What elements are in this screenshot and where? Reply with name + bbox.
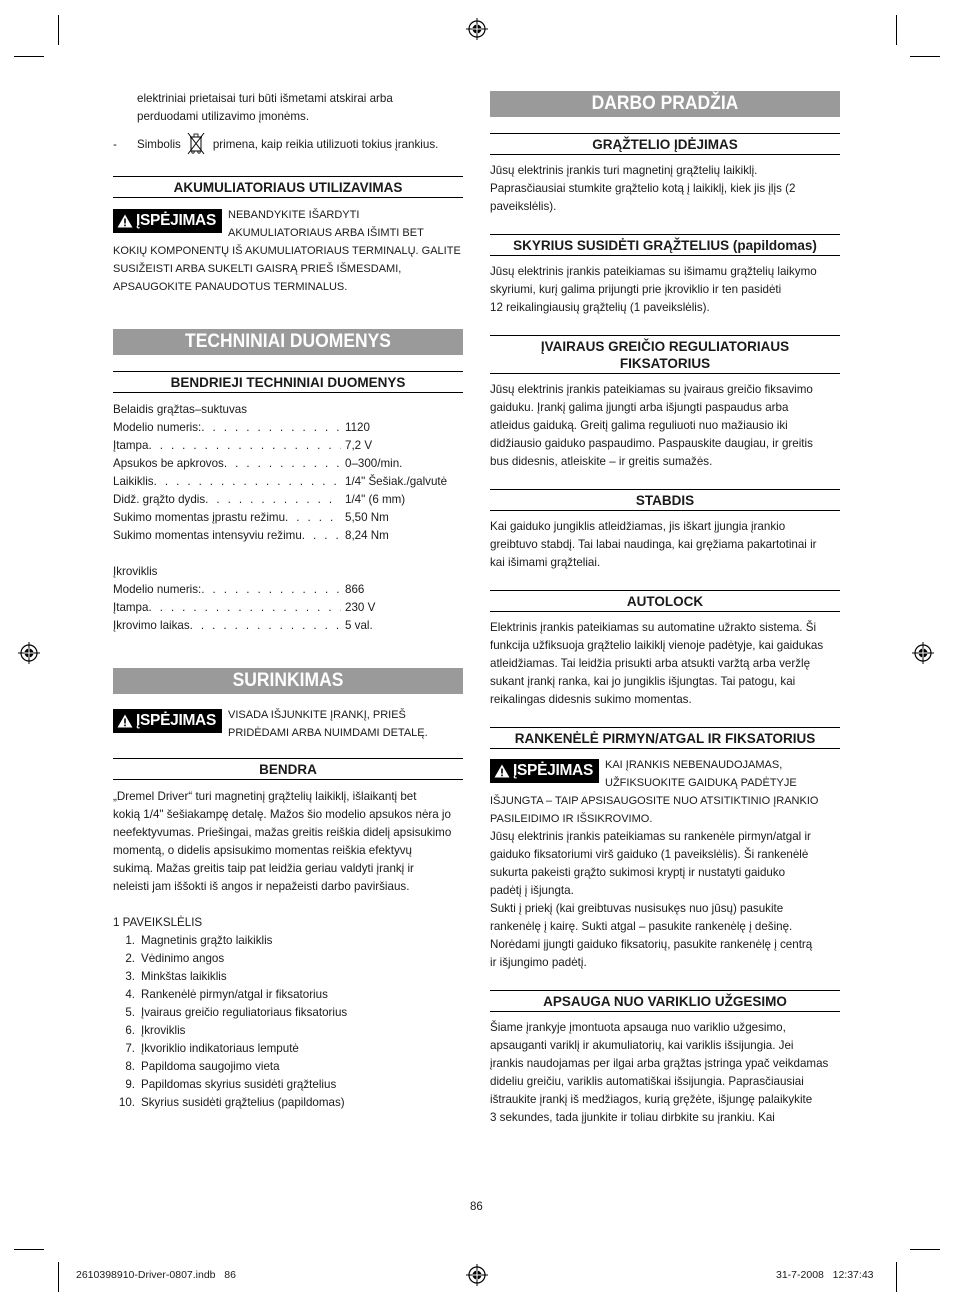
handle-text <box>490 828 840 972</box>
bit-storage-heading: SKYRIUS SUSIDĖTI GRĄŽTELIUS (papildomas) <box>490 234 840 256</box>
list-item <box>113 1076 463 1094</box>
spec-leader-dots <box>285 509 341 527</box>
list-item <box>113 1040 463 1058</box>
parts-list <box>113 932 463 1112</box>
list-item <box>113 1022 463 1040</box>
text-line: padėtį į išjungta. <box>490 884 574 897</box>
text-line: „Dremel Driver“ turi magnetinį grąžtelių laikiklį, išlaikantį bet <box>113 790 417 803</box>
list-item-number: 8. <box>125 1060 135 1073</box>
spec-row <box>113 509 463 527</box>
speed-heading-line: FIKSATORIUS <box>619 356 711 371</box>
general-tech-heading: BENDRIEJI TECHNINIAI DUOMENYS <box>113 371 463 393</box>
warning-triangle-icon <box>494 764 510 778</box>
spec-value: 1/4" Šešiak./galvutė <box>345 475 448 488</box>
list-item-number: 6. <box>125 1024 135 1037</box>
warning-label: ĮSPĖJIMAS <box>513 762 593 779</box>
list-item-text: Įvairaus greičio reguliatoriaus fiksatorius <box>141 1006 348 1019</box>
bullet-dash: - <box>113 138 117 151</box>
general-text <box>113 788 463 896</box>
left-column <box>113 90 463 1112</box>
text-line: atleidus gaiduką. Greitį galima reguliuoti nuo mažiausio iki <box>490 419 788 432</box>
warning-label: ĮSPĖJIMAS <box>136 712 216 729</box>
list-item-text: Įkvoriklio indikatoriaus lemputė <box>141 1042 299 1055</box>
getting-started-band: DARBO PRADŽIA <box>504 91 826 117</box>
registration-mark-icon <box>18 642 40 664</box>
spec-row <box>113 581 463 599</box>
text-line: Šiame įrankyje įmontuota apsauga nuo variklio užgesimo, <box>490 1021 786 1034</box>
figure-title: 1 PAVEIKSLĖLIS <box>113 916 203 929</box>
tech-data-band: TECHNINIAI DUOMENYS <box>127 329 449 355</box>
tool-specs-list <box>113 419 463 545</box>
spec-leader-dots <box>205 491 341 509</box>
list-item <box>113 932 463 950</box>
general-heading: BENDRA <box>113 758 463 780</box>
list-item-text: Papildoma saugojimo vieta <box>141 1060 280 1073</box>
text-line: įrankis naudojamas per ilgai arba grąžtas įstringa ypač veikdamas <box>490 1057 829 1070</box>
text-line: paveikslėlis). <box>490 200 557 213</box>
text-line: Kai gaiduko jungiklis atleidžiamas, jis iškart įjungia įrankio <box>490 520 786 533</box>
warning-line: AKUMULIATORIAUS ARBA IŠIMTI BET <box>228 227 424 239</box>
text-line: reikalingas didesnis sukimo momentas. <box>490 693 692 706</box>
symbol-before-text: Simbolis <box>137 138 181 151</box>
spec-value: 8,24 Nm <box>345 529 389 542</box>
text-line: ištraukite įrankį iš medžiagos, kurią gręžėte, išjungę palaikykite <box>490 1093 813 1106</box>
crop-mark <box>910 1249 940 1250</box>
brake-heading: STABDIS <box>490 489 840 511</box>
spec-leader-dots <box>224 455 341 473</box>
spec-row <box>113 455 463 473</box>
crop-mark <box>910 56 940 57</box>
registration-mark-icon <box>912 642 934 664</box>
registration-mark-icon <box>466 18 488 40</box>
warning-line: PASILEIDIMO IR IŠSIKROVIMO. <box>490 813 653 825</box>
crop-mark <box>58 15 59 45</box>
warning-line: VISADA IŠJUNKITE ĮRANKĮ, PRIEŠ <box>228 709 406 721</box>
text-line: bus didesnis, atleiskite – ir greitis sumažės. <box>490 455 713 468</box>
spec-row <box>113 527 463 545</box>
crop-mark <box>14 1249 44 1250</box>
crop-mark <box>896 15 897 45</box>
spec-row <box>113 599 463 617</box>
spec-key: Įkrovimo laikas <box>113 619 190 632</box>
battery-disposal-heading: AKUMULIATORIAUS UTILIZAVIMAS <box>113 176 463 198</box>
warning-line: IŠJUNGTA – TAIP APSISAUGOSITE NUO ATSITIKTINIO ĮRANKIO <box>490 795 819 807</box>
text-line: Elektrinis įrankis pateikiamas su automatine užrakto sistema. Ši <box>490 621 817 634</box>
text-line: sukant įrankį ranka, kai jo jungiklis išjungtas. Tai patogu, kai <box>490 675 796 688</box>
spec-leader-dots <box>148 599 341 617</box>
spec-row <box>113 437 463 455</box>
text-line: Sukti į priekį (kai greibtuvas nusisukęs nuo jūsų) pasukite <box>490 902 784 915</box>
list-item-number: 3. <box>125 970 135 983</box>
text-line: apsauganti variklį ir akumuliatorių, kai variklis išsijungia. Jei <box>490 1039 794 1052</box>
list-item-number: 4. <box>125 988 135 1001</box>
spec-leader-dots <box>201 419 341 437</box>
list-item-number: 1. <box>125 934 135 947</box>
spec-value: 7,2 V <box>345 439 373 452</box>
text-line: dideliu greičiu, variklis automatiškai išsijungia. Paprasčiausiai <box>490 1075 804 1088</box>
text-line: gaiduko fiksatoriumi virš gaiduko (1 paveikslėlis). Ši rankenėlė <box>490 848 809 861</box>
text-line: momentą, o didelis apsisukimo momentas reiškia efektyvų <box>113 844 412 857</box>
spec-leader-dots <box>190 617 341 635</box>
right-column <box>490 91 840 1127</box>
crop-mark <box>14 56 44 57</box>
text-line: 3 sekundes, tada įjunkite ir toliau dirbkite su įrankiu. Kai <box>490 1111 775 1124</box>
handle-warning <box>490 756 840 828</box>
charger-specs <box>113 563 463 635</box>
storage-text <box>490 263 840 317</box>
list-item-text: Rankenėlė pirmyn/atgal ir fiksatorius <box>141 988 328 1001</box>
intro-line: perduodami utilizavimo įmonėms. <box>137 110 310 123</box>
spec-leader-dots <box>148 437 341 455</box>
list-item-number: 7. <box>125 1042 135 1055</box>
text-line: ir išjungimo padėtį. <box>490 956 587 969</box>
list-item <box>113 1058 463 1076</box>
list-item-number: 9. <box>125 1078 135 1091</box>
page-number: 86 <box>470 1201 483 1213</box>
list-item-text: Papildomas skyrius susidėti grąžtelius <box>141 1078 337 1091</box>
spec-value: 230 V <box>345 601 376 614</box>
text-line: Jūsų elektrinis įrankis pateikiamas su įvairaus greičio fiksavimo <box>490 383 813 396</box>
spec-row <box>113 491 463 509</box>
list-item-number: 2. <box>125 952 135 965</box>
text-line: funkcija užfiksuoja grąžtelio laikiklį vienoje padėtyje, kai gaidukas <box>490 639 824 652</box>
spec-row <box>113 419 463 437</box>
spec-leader-dots <box>302 527 341 545</box>
tool-specs <box>113 401 463 545</box>
autolock-text <box>490 619 840 709</box>
symbol-line <box>113 132 463 158</box>
handle-heading: RANKENĖLĖ PIRMYN/ATGAL IR FIKSATORIUS <box>490 727 840 749</box>
spec-key: Modelio numeris: <box>113 583 202 596</box>
list-item <box>113 1094 463 1112</box>
spec-leader-dots <box>154 473 341 491</box>
bit-insertion-heading: GRĄŽTELIO ĮDĖJIMAS <box>490 133 840 155</box>
list-item-text: Magnetinis grąžto laikiklis <box>141 934 273 947</box>
list-item-number: 5. <box>125 1006 135 1019</box>
spec-row <box>113 473 463 491</box>
spec-key: Laikiklis <box>113 475 154 488</box>
spec-key: Apsukos be apkrovos <box>113 457 224 470</box>
text-line: Paprasčiausiai stumkite grąžtelio kotą į laikiklį, kiek jis įlįs (2 <box>490 182 796 195</box>
list-item <box>113 1004 463 1022</box>
warning-line: SUSIŽEISTI ARBA SUKELTI GAISRĄ PRIEŠ IŠMESDAMI, <box>113 263 402 275</box>
speed-lock-heading <box>490 335 840 374</box>
stall-protection-heading: APSAUGA NUO VARIKLIO UŽGESIMO <box>490 990 840 1012</box>
text-line: didžiausio gaiduko paspaudimo. Paspauskite daugiau, ir greitis <box>490 437 813 450</box>
text-line: Jūsų elektrinis įrankis pateikiamas su išimamu grąžtelių laikymo <box>490 265 817 278</box>
text-line: atleidžiamas. Tai leidžia prisukti arba atsukti varžtą arba veržlę <box>490 657 811 670</box>
list-item-text: Minkštas laikiklis <box>141 970 227 983</box>
spec-key: Sukimo momentas įprastu režimu <box>113 511 286 524</box>
warning-line: KOKIŲ KOMPONENTŲ IŠ AKUMULIATORIAUS TERMINALŲ. GALITE <box>113 245 461 257</box>
spec-value: 1/4" (6 mm) <box>345 493 406 506</box>
tool-type: Belaidis grąžtas–suktuvas <box>113 403 248 416</box>
warning-line: APSAUGOKITE PANAUDOTUS TERMINALUS. <box>113 281 348 293</box>
charger-title: Įkroviklis <box>113 565 158 578</box>
text-line: neleisti jam iššokti iš angos ir nepažeisti darbo paviršiaus. <box>113 880 410 893</box>
spec-key: Modelio numeris: <box>113 421 202 434</box>
list-item-text: Vėdinimo angos <box>141 952 225 965</box>
spec-key: Sukimo momentas intensyviu režimu <box>113 529 302 542</box>
brake-text <box>490 518 840 572</box>
section-band <box>113 668 463 694</box>
section-band <box>490 91 840 117</box>
symbol-after-text: primena, kaip reikia utilizuoti tokius įrankius. <box>212 138 439 151</box>
text-line: kokią 1/4" šešiakampę detalę. Mažos šio modelio apsukos nėra jo <box>113 808 451 821</box>
text-line: sukimą. Mažas greitis taip pat leidžia geriau valdyti įrankį ir <box>113 862 414 875</box>
registration-mark-icon <box>466 1264 488 1286</box>
speed-heading-line: ĮVAIRAUS GREIČIO REGULIATORIAUS <box>540 339 790 354</box>
spec-key: Didž. grąžto dydis <box>113 493 206 506</box>
spec-value: 5,50 Nm <box>345 511 389 524</box>
spec-value: 866 <box>345 583 365 596</box>
section-band <box>113 329 463 355</box>
text-line: Norėdami įjungti gaiduko fiksatorių, pasukite rankenėlę į centrą <box>490 938 813 951</box>
crop-mark <box>58 1262 59 1292</box>
warning-triangle-icon <box>117 214 133 228</box>
spec-value: 0–300/min. <box>345 457 403 470</box>
text-line: rankenėlę į kairę. Sukti atgal – pasukite rankenėlę į dešinę. <box>490 920 793 933</box>
footer-timestamp: 31-7-2008 12:37:43 <box>776 1269 874 1281</box>
text-line: sukurta pakeisti grąžto sukimosi kryptį ir nustatyti gaiduko <box>490 866 786 879</box>
warning-badge <box>113 209 222 233</box>
spec-key: Įtampa <box>113 439 149 452</box>
list-item <box>113 968 463 986</box>
warning-line: NEBANDYKITE IŠARDYTI <box>228 209 360 221</box>
footer-file-info: 2610398910-Driver-0807.indb 86 <box>76 1269 236 1281</box>
stall-text <box>490 1019 840 1127</box>
list-item-number: 10. <box>118 1096 135 1109</box>
text-line: 12 reikalingiausių grąžtelių (1 paveikslėlis). <box>490 301 710 314</box>
warning-badge <box>113 709 222 733</box>
spec-value: 1120 <box>345 421 370 434</box>
crop-mark <box>896 1262 897 1292</box>
list-item <box>113 950 463 968</box>
speed-text <box>490 381 840 471</box>
text-line: greibtuvo stabdį. Tai labai naudinga, kai gręžiama pakartotinai ir <box>490 538 817 551</box>
warning-line: PRIDĖDAMI ARBA NUIMDAMI DETALĘ. <box>228 727 428 739</box>
assembly-warning <box>113 706 463 742</box>
autolock-heading: AUTOLOCK <box>490 590 840 612</box>
text-line: Jūsų elektrinis įrankis pateikiamas su rankenėle pirmyn/atgal ir <box>490 830 811 843</box>
warning-line: UŽFIKSUOKITE GAIDUKĄ PADĖTYJE <box>605 777 797 789</box>
charger-specs-list <box>113 581 463 635</box>
warning-triangle-icon <box>117 714 133 728</box>
text-line: neefektyvumas. Priešingai, mažas greitis reiškia didelį apsisukimo <box>113 826 452 839</box>
assembly-band: SURINKIMAS <box>127 668 449 694</box>
warning-label: ĮSPĖJIMAS <box>136 212 216 229</box>
text-line: Jūsų elektrinis įrankis turi magnetinį grąžtelių laikiklį. <box>490 164 758 177</box>
text-line: gaiduku. Įrankį galima įjungti arba išjungti paspaudus arba <box>490 401 789 414</box>
battery-warning <box>113 206 463 296</box>
warning-badge <box>490 759 599 783</box>
text-line: kai išimami grąžteliai. <box>490 556 601 569</box>
text-line: skyriumi, kurį galima prijungti prie įkroviklio ir ten pasidėti <box>490 283 782 296</box>
bit-text <box>490 162 840 216</box>
list-item <box>113 986 463 1004</box>
list-item-text: Skyrius susidėti grąžtelius (papildomas) <box>141 1096 345 1109</box>
list-item-text: Įkroviklis <box>141 1024 186 1037</box>
crossed-bin-icon <box>187 132 205 158</box>
intro-line: elektriniai prietaisai turi būti išmetami atskirai arba <box>137 92 393 105</box>
warning-line: KAI ĮRANKIS NEBENAUDOJAMAS, <box>605 759 783 771</box>
spec-value: 5 val. <box>345 619 373 632</box>
spec-key: Įtampa <box>113 601 149 614</box>
spec-leader-dots <box>201 581 341 599</box>
spec-row <box>113 617 463 635</box>
